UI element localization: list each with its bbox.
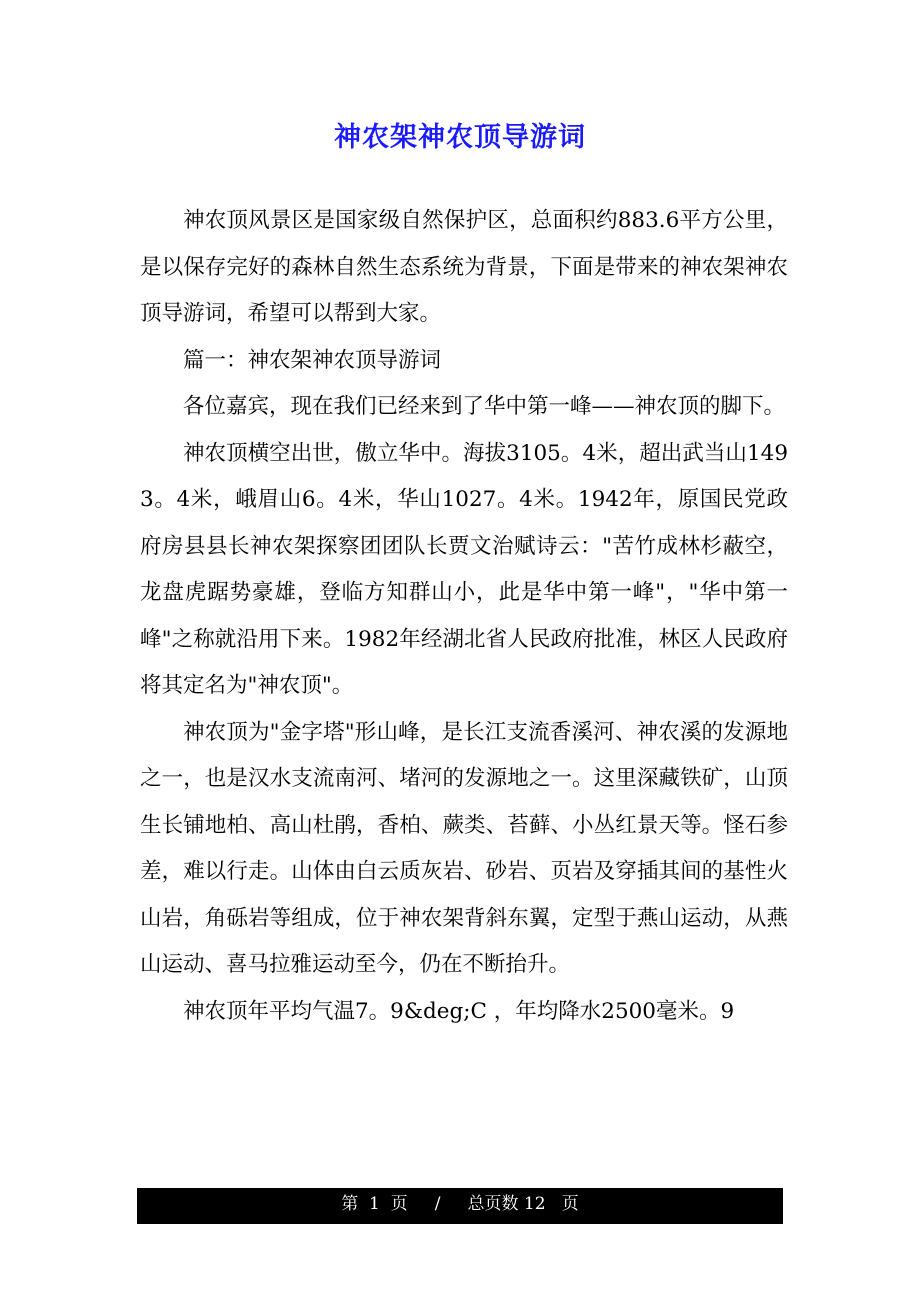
footer-page-suffix: 页 (390, 1194, 408, 1214)
paragraph-heading: 篇一：神农架神农顶导游词 (183, 347, 442, 373)
footer-total-label: 总页数 (467, 1194, 519, 1214)
paragraph-geology: 神农顶为"金字塔"形山峰，是长江支流香溪河、神农溪的发源地之一，也是汉水支流南河、堵河的发源地之一。这里深藏铁矿，山顶生长铺地柏、高山杜鹃，香柏、蕨类、苔藓、小丛红景天等。怪石参差，难以行走。山体由白云质灰岩、砂岩、页岩及穿插其间的基性火山岩，角砾岩等组成，位于神农架背斜东翼，定型于燕山运动，从燕山运动、喜马拉雅运动至今，仍在不断抬升。 (140, 719, 788, 977)
paragraph-climate: 神农顶年平均气温7。9&deg;C ，年均降水2500毫米。9 (183, 998, 735, 1024)
footer-page-prefix: 第 (341, 1194, 359, 1214)
paragraph-altitude: 神农顶横空出世，傲立华中。海拔3105。4米，超出武当山1493。4米，峨眉山6。4米，华山1027。4米。1942年，原国民党政府房县县长神农架探察团团队长贾文治赋诗云："苦竹成林杉蔽空，龙盘虎踞势豪雄，登临方知群山小，此是华中第一峰"，"华中第一峰"之称就沿用下来。1982年经湖北省人民政府批准，林区人民政府将其定名为"神农顶"。 (140, 440, 788, 698)
footer-current-page: 1 (369, 1194, 380, 1214)
document-body (140, 198, 788, 1035)
paragraph-greeting: 各位嘉宾，现在我们已经来到了华中第一峰——神农顶的脚下。 (183, 394, 786, 419)
footer-total-pages: 12 (523, 1194, 546, 1214)
paragraph-intro: 神农顶风景区是国家级自然保护区，总面积约883.6平方公里，是以保存完好的森林自然生态系统为背景，下面是带来的神农架神农顶导游词，希望可以帮到大家。 (140, 208, 788, 326)
document-title: 神农架神农顶导游词 (334, 122, 586, 153)
page-footer (137, 1188, 783, 1224)
footer-total-suffix: 页 (561, 1194, 579, 1214)
footer-separator: / (434, 1194, 441, 1214)
